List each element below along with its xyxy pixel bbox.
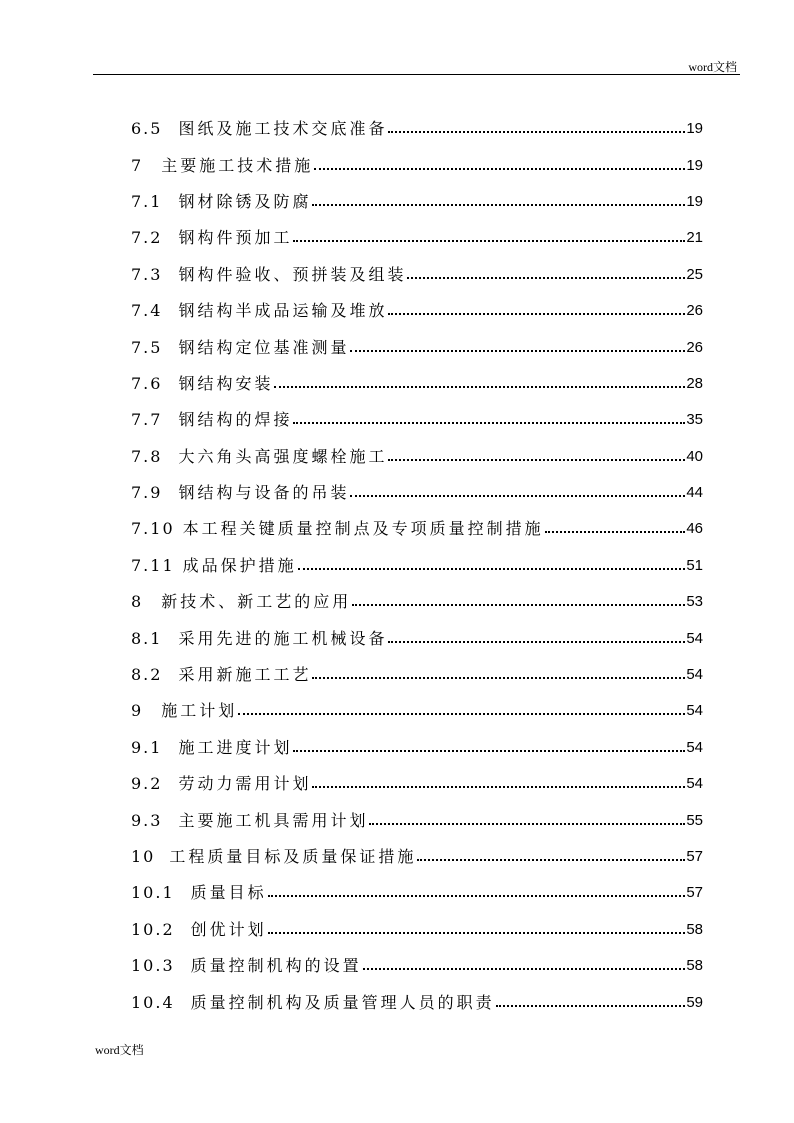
toc-entry[interactable] [131, 257, 703, 293]
toc-entry-page-number: 54 [686, 666, 703, 684]
toc-leader-dots [388, 313, 685, 315]
toc-entry-number: 7.7 [131, 410, 163, 430]
toc-entry-page-number: 58 [686, 957, 703, 975]
toc-entry-title: 工程质量目标及质量保证措施 [169, 847, 417, 866]
toc-entry-number: 9.3 [131, 810, 163, 830]
toc-leader-dots [293, 422, 685, 424]
toc-entry[interactable] [131, 948, 703, 984]
toc-entry-number: 7 [131, 155, 144, 175]
toc-entry-title: 新技术、新工艺的应用 [161, 592, 352, 612]
toc-entry-title: 采用先进的施工机械设备 [178, 628, 388, 648]
toc-entry-number: 7.9 [131, 483, 163, 503]
toc-entry-title: 主要施工机具需用计划 [178, 810, 369, 830]
toc-leader-dots [369, 823, 685, 825]
toc-entry-number: 7.11 [131, 555, 175, 575]
toc-entry-page-number: 19 [686, 192, 703, 210]
toc-entry[interactable] [131, 475, 703, 511]
header-divider [93, 74, 740, 75]
toc-entry[interactable] [131, 620, 703, 656]
toc-entry-number: 8 [131, 592, 144, 612]
toc-entry-number: 7.2 [131, 228, 163, 248]
toc-leader-dots [312, 677, 685, 679]
toc-entry-page-number: 51 [686, 556, 703, 574]
toc-leader-dots [350, 495, 685, 497]
toc-entry-number: 7.4 [131, 301, 163, 321]
toc-entry[interactable] [131, 875, 703, 911]
toc-entry[interactable] [131, 184, 703, 220]
toc-entry-page-number: 21 [686, 229, 703, 247]
toc-entry[interactable] [131, 147, 703, 183]
toc-entry-number: 7.6 [131, 373, 163, 393]
toc-entry-page-number: 26 [686, 302, 703, 320]
toc-entry[interactable] [131, 439, 703, 475]
toc-entry-number: 10.4 [131, 992, 175, 1012]
toc-entry-number: 9.1 [131, 737, 163, 757]
toc-leader-dots [417, 859, 685, 861]
toc-entry-page-number: 19 [686, 120, 703, 138]
toc-entry-number: 7.10 [131, 519, 175, 539]
toc-entry-title: 创优计划 [190, 919, 267, 939]
toc-entry-title: 钢构件验收、预拼装及组装 [178, 264, 407, 284]
toc-leader-dots [388, 131, 685, 133]
toc-entry-page-number: 54 [686, 702, 703, 720]
toc-entry-page-number: 40 [686, 447, 703, 465]
toc-entry-title: 本工程关键质量控制点及专项质量控制措施 [182, 519, 544, 539]
toc-entry[interactable] [131, 584, 703, 620]
toc-leader-dots [388, 641, 685, 643]
toc-entry-page-number: 54 [686, 775, 703, 793]
toc-entry-page-number: 54 [686, 629, 703, 647]
toc-leader-dots [352, 604, 685, 606]
toc-entry[interactable] [131, 802, 703, 838]
toc-entry[interactable] [131, 220, 703, 256]
toc-leader-dots [496, 1005, 686, 1007]
toc-leader-dots [293, 240, 685, 242]
toc-entry-number: 9 [131, 701, 144, 721]
toc-leader-dots [312, 786, 685, 788]
page-footer-text: word文档 [95, 1043, 144, 1057]
toc-entry-title: 钢结构半成品运输及堆放 [178, 301, 388, 321]
toc-entry-page-number: 58 [686, 920, 703, 938]
toc-entry[interactable] [131, 511, 703, 547]
toc-entry-title: 钢结构安装 [178, 373, 274, 393]
toc-entry-number: 8.2 [131, 665, 163, 685]
toc-entry[interactable] [131, 693, 703, 729]
page-header-text: word文档 [688, 60, 737, 74]
toc-entry-page-number: 59 [686, 993, 703, 1011]
toc-entry-title: 质量控制机构及质量管理人员的职责 [190, 992, 495, 1012]
toc-entry-page-number: 25 [686, 265, 703, 283]
toc-entry-title: 施工计划 [161, 701, 238, 721]
toc-entry-number: 6.5 [131, 119, 163, 139]
toc-entry-number: 7.8 [131, 446, 163, 466]
toc-entry-page-number: 26 [686, 338, 703, 356]
toc-entry[interactable] [131, 111, 703, 147]
toc-entry-number: 7.3 [131, 264, 163, 284]
toc-entry[interactable] [131, 766, 703, 802]
toc-entry[interactable] [131, 366, 703, 402]
toc-entry-title: 钢构件预加工 [178, 228, 293, 248]
toc-leader-dots [274, 386, 685, 388]
toc-leader-dots [363, 968, 686, 970]
toc-entry-title: 大六角头高强度螺栓施工 [178, 446, 388, 466]
toc-entry-title: 钢材除锈及防腐 [178, 191, 312, 211]
toc-entry-number: 7.5 [131, 337, 163, 357]
toc-entry-number: 10.2 [131, 919, 175, 939]
table-of-contents [131, 111, 703, 1021]
toc-leader-dots [350, 350, 685, 352]
toc-entry-page-number: 35 [686, 411, 703, 429]
toc-entry[interactable] [131, 839, 703, 875]
toc-entry-title: 成品保护措施 [182, 555, 297, 575]
toc-entry-page-number: 57 [686, 848, 703, 865]
toc-entry-title: 施工进度计划 [178, 737, 293, 757]
toc-leader-dots [545, 531, 686, 533]
toc-entry-title: 图纸及施工技术交底准备 [178, 119, 388, 139]
toc-entry-page-number: 44 [686, 484, 703, 502]
toc-entry[interactable] [131, 912, 703, 948]
toc-entry-title: 采用新施工工艺 [178, 665, 312, 685]
toc-entry-page-number: 19 [686, 156, 703, 174]
toc-leader-dots [293, 750, 685, 752]
toc-entry[interactable] [131, 402, 703, 438]
toc-entry[interactable] [131, 293, 703, 329]
toc-entry-page-number: 55 [686, 811, 703, 829]
toc-entry-number: 7.1 [131, 191, 163, 211]
toc-entry-title: 钢结构定位基准测量 [178, 337, 350, 357]
toc-entry[interactable] [131, 730, 703, 766]
toc-entry-number: 10.3 [131, 956, 175, 976]
toc-entry-page-number: 28 [686, 374, 703, 392]
toc-entry[interactable] [131, 329, 703, 365]
toc-leader-dots [268, 932, 686, 934]
toc-entry-number: 9.2 [131, 774, 163, 794]
toc-entry-number: 8.1 [131, 628, 163, 648]
toc-entry[interactable] [131, 984, 703, 1020]
toc-leader-dots [407, 277, 685, 279]
toc-entry[interactable] [131, 548, 703, 584]
toc-entry-page-number: 46 [686, 520, 703, 538]
toc-leader-dots [268, 895, 686, 897]
toc-leader-dots [238, 713, 685, 715]
toc-entry-number: 10 [131, 847, 156, 866]
toc-entry-page-number: 54 [686, 738, 703, 756]
toc-entry-title: 主要施工技术措施 [161, 155, 314, 175]
toc-entry-title: 钢结构与设备的吊装 [178, 483, 350, 503]
toc-leader-dots [298, 568, 686, 570]
toc-entry-title: 钢结构的焊接 [178, 410, 293, 430]
toc-leader-dots [388, 459, 685, 461]
toc-entry-title: 质量控制机构的设置 [190, 956, 362, 976]
toc-entry-number: 10.1 [131, 883, 175, 903]
toc-leader-dots [314, 168, 685, 170]
toc-entry-title: 劳动力需用计划 [178, 774, 312, 794]
toc-leader-dots [312, 204, 685, 206]
toc-entry-title: 质量目标 [190, 883, 267, 903]
toc-entry-page-number: 57 [686, 884, 703, 902]
toc-entry-page-number: 53 [686, 593, 703, 611]
toc-entry[interactable] [131, 657, 703, 693]
